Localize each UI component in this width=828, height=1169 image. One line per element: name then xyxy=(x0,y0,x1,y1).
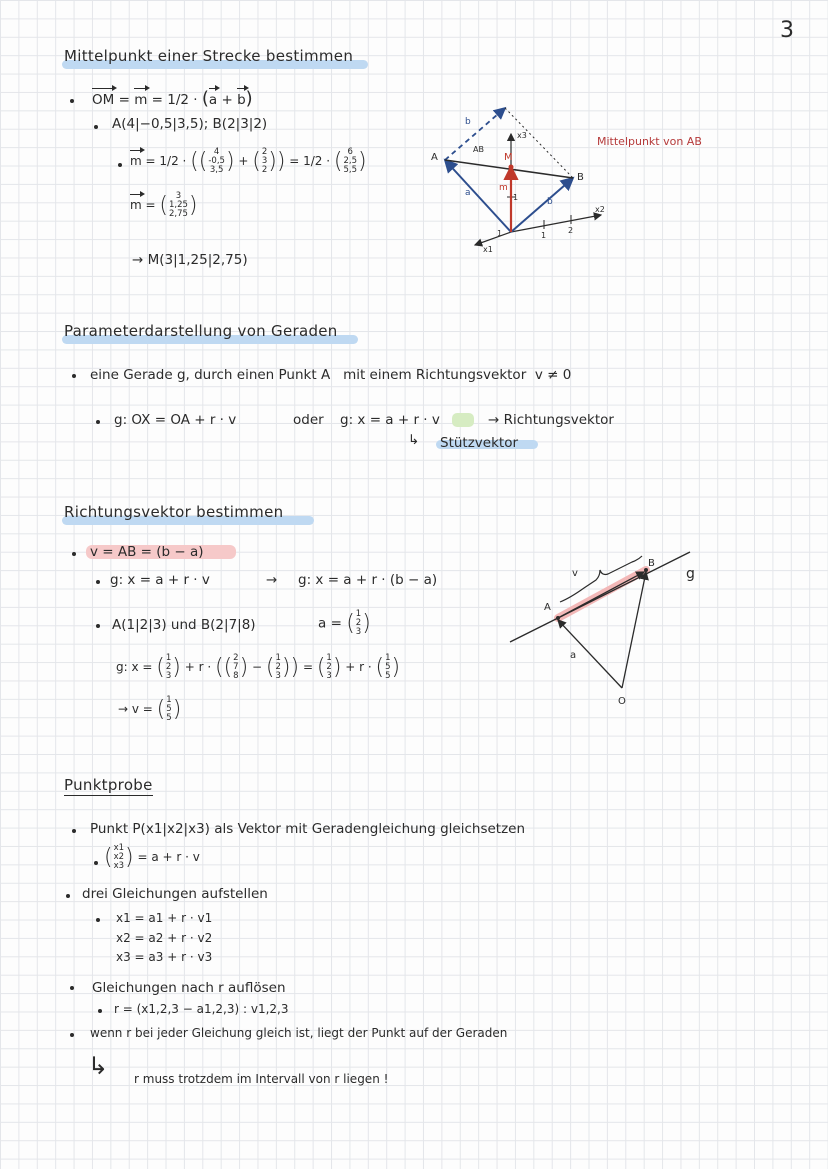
label-stuetzvektor: Stützvektor xyxy=(440,435,519,451)
punktprobe-equation: ( x1 x2 x3 ) = a + r · v xyxy=(104,843,200,871)
bullet xyxy=(96,918,100,922)
label-b: b xyxy=(465,117,471,127)
param-equation-b: g: x = a + r · v xyxy=(340,412,440,428)
point-m xyxy=(509,165,514,170)
heading-richtungsvektor: Richtungsvektor bestimmen xyxy=(64,503,284,521)
bullet xyxy=(96,624,100,628)
equation-2: x2 = a2 + r · v2 xyxy=(116,931,213,945)
axis-x1 xyxy=(475,232,511,245)
label-x2: x2 xyxy=(595,205,605,214)
label-A-2: A xyxy=(544,602,551,613)
label-richtungsvektor: → Richtungsvektor xyxy=(488,412,614,428)
bullet xyxy=(118,163,122,167)
punktprobe-condition: wenn r bei jeder Gleichung gleich ist, liegt der Punkt auf der Geraden xyxy=(90,1026,508,1040)
label-a-2: a xyxy=(570,650,577,661)
richtung-diagram xyxy=(500,540,730,710)
label-b2: b xyxy=(547,197,553,207)
equation-r: r = (x1,2,3 − a1,2,3) : v1,2,3 xyxy=(114,1002,289,1016)
formula-v-ab: v = AB = (b − a) xyxy=(90,544,204,560)
punktprobe-intro: Punkt P(x1|x2|x3) als Vektor mit Geradengleichung gleichsetzen xyxy=(90,821,526,837)
label-x1: x1 xyxy=(483,245,493,254)
label-g: g xyxy=(686,566,695,582)
bullet xyxy=(72,374,76,378)
heading-parameter: Parameterdarstellung von Geraden xyxy=(64,322,338,340)
calc-m-step1: m = 1/2 · (( 4 -0,5 3,5 ) + ( 2 3 2 )) = 1/2 · ( 6 2,5 5,5 ) xyxy=(130,147,367,175)
bullet xyxy=(98,1009,102,1013)
calc-g: g: x = ( 1 2 3 ) + r · (( 2 7 8 ) − ( 1 2 3 )) = ( 1 2 3 ) + r · ( 1 5 5 ) xyxy=(116,653,401,681)
arrow-stuetz: ↳ xyxy=(408,432,420,448)
formula-g-b: g: x = a + r · (b − a) xyxy=(298,572,438,588)
line-definition: eine Gerade g, durch einen Punkt A mit einem Richtungsvektor v ≠ 0 xyxy=(90,367,572,383)
param-equation-a: g: OX = OA + r · v xyxy=(114,412,237,428)
vector-v-2 xyxy=(558,572,644,618)
punktprobe-note: r muss trotzdem im Intervall von r liegen ! xyxy=(134,1072,389,1086)
formula-g-a: g: x = a + r · v xyxy=(110,572,210,588)
vector-a-value: a = ( 1 2 3 ) xyxy=(318,609,371,637)
result-v: → v = ( 1 5 5 ) xyxy=(118,695,182,723)
bullet xyxy=(96,580,100,584)
label-AB: AB xyxy=(473,145,484,154)
result-m: → M(3|1,25|2,75) xyxy=(132,252,248,268)
tick-1-x3: 1 xyxy=(513,193,519,202)
points-ab-2: A(1|2|3) und B(2|7|8) xyxy=(112,617,256,633)
equation-1: x1 = a1 + r · v1 xyxy=(116,911,213,925)
axis-x2 xyxy=(511,215,601,232)
label-A: A xyxy=(431,152,438,163)
punktprobe-step2: Gleichungen nach r auflösen xyxy=(92,980,286,996)
vector-a xyxy=(445,160,511,232)
bullet xyxy=(94,861,98,865)
punktprobe-step1: drei Gleichungen aufstellen xyxy=(82,886,268,902)
equation-3: x3 = a3 + r · v3 xyxy=(116,950,213,964)
bullet xyxy=(96,420,100,424)
label-oder: oder xyxy=(293,412,324,428)
bullet xyxy=(70,1033,74,1037)
points-a-b: A(4|−0,5|3,5); B(2|3|2) xyxy=(112,116,268,132)
label-x3: x3 xyxy=(517,131,527,140)
bullet xyxy=(70,986,74,990)
tick-1-x1: 1 xyxy=(497,229,503,238)
tick-2-x2: 2 xyxy=(568,226,574,235)
arrow-note: ↳ xyxy=(88,1052,109,1080)
bullet xyxy=(72,829,76,833)
label-v: v xyxy=(572,568,578,579)
arrow-l2: → xyxy=(266,572,278,588)
label-a: a xyxy=(465,188,471,198)
formula-midpoint: OM = m = 1/2 · (a + b) xyxy=(92,88,253,109)
vector-b2 xyxy=(511,178,573,232)
bullet xyxy=(94,125,98,129)
bullet xyxy=(66,894,70,898)
calc-m-step2: m = ( 3 1,25 2,75 ) xyxy=(130,191,198,219)
v-highlight xyxy=(452,413,474,427)
heading-punktprobe: Punktprobe xyxy=(64,776,153,794)
label-O: O xyxy=(618,696,626,707)
vector-a-2 xyxy=(558,620,622,688)
tick-1-x2: 1 xyxy=(541,231,547,240)
heading-mittelpunkt: Mittelpunkt einer Strecke bestimmen xyxy=(64,47,354,65)
label-B-2: B xyxy=(648,558,655,569)
label-B: B xyxy=(577,172,584,183)
bullet xyxy=(72,552,76,556)
bullet xyxy=(70,99,74,103)
page-number: 3 xyxy=(780,18,794,43)
diagram-title: Mittelpunkt von AB xyxy=(597,135,702,148)
label-m: m xyxy=(499,183,508,193)
line-g xyxy=(510,552,690,642)
vector-b-2 xyxy=(622,572,646,688)
label-M: M xyxy=(504,152,513,163)
midpoint-diagram xyxy=(425,100,755,260)
